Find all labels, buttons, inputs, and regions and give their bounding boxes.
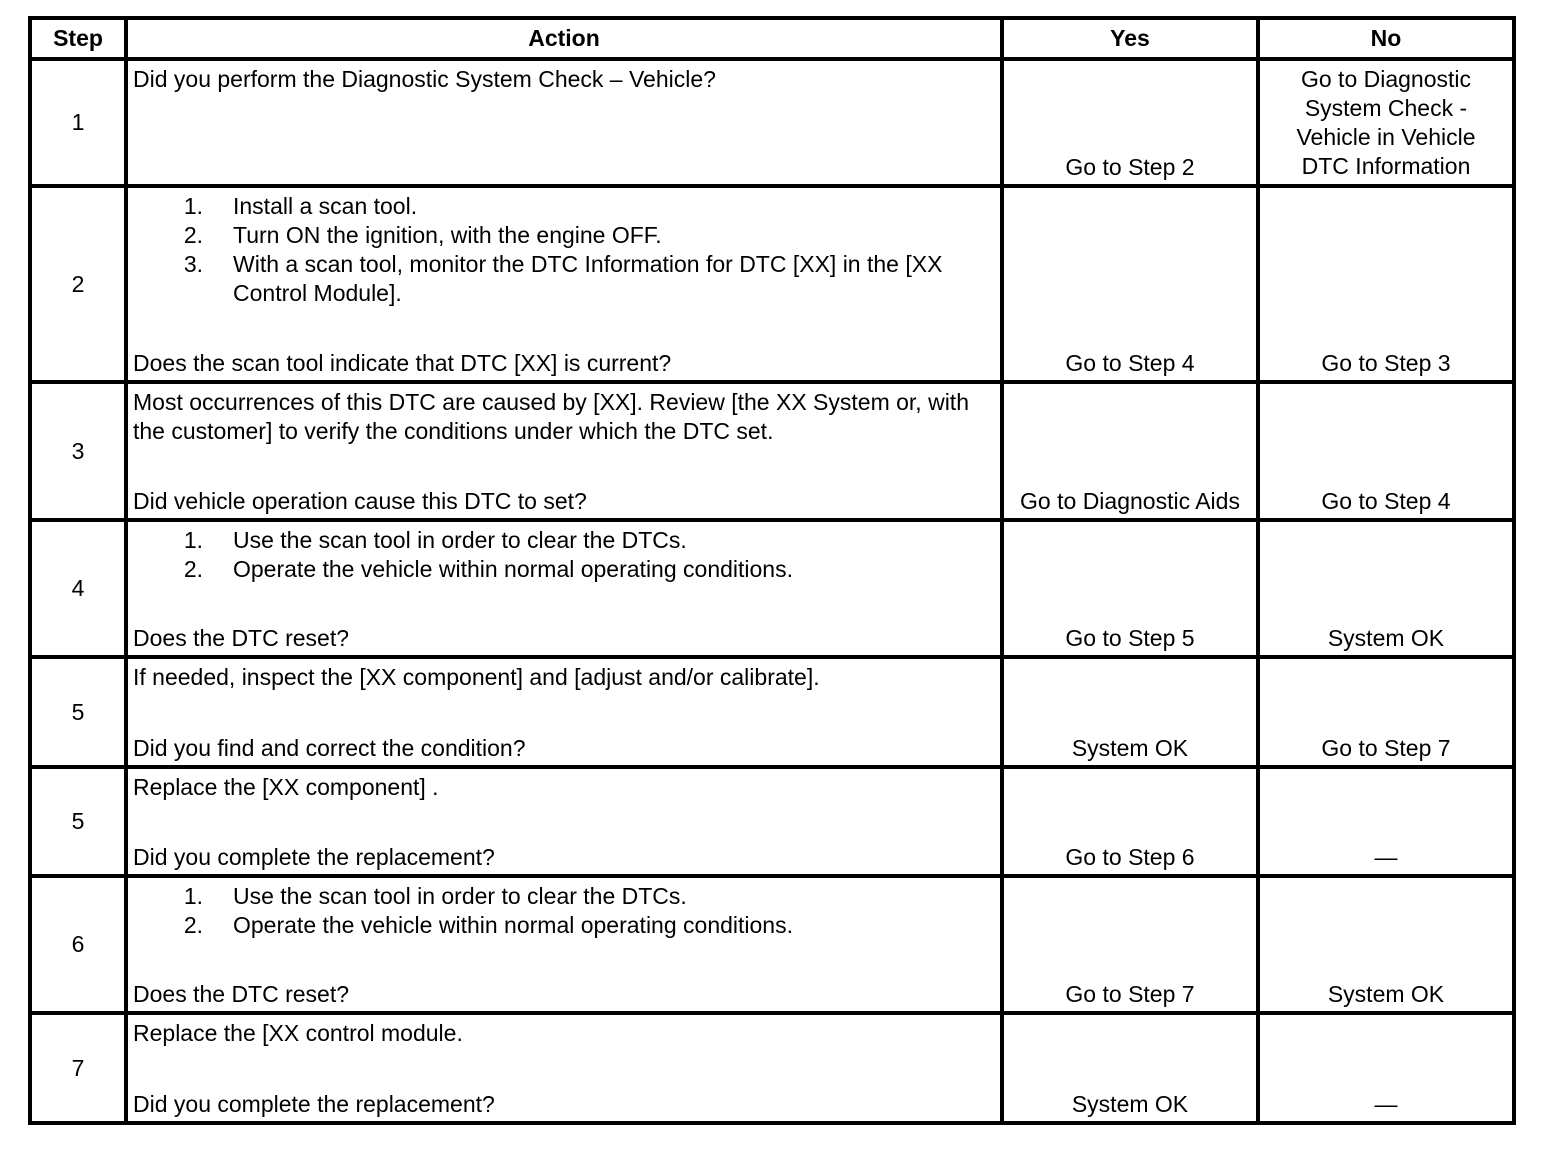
list-item: 2. Turn ON the ignition, with the engine OFF. [183,222,662,248]
list-item: 2. Operate the vehicle within normal operating conditions. [183,556,793,582]
no-cell [1258,876,1514,1013]
table-row [30,1013,1514,1123]
table-row [30,657,1514,767]
table-row [30,876,1514,1013]
action-cell [126,186,1002,382]
yes-result: Go to Step 5 [1065,625,1195,651]
step-number: 7 [30,1013,126,1123]
header-row [30,18,1514,59]
action-cell [126,876,1002,1013]
no-result: — [1374,844,1398,870]
table-row [30,767,1514,876]
header-yes: Yes [1002,18,1258,59]
action-instruction: If needed, inspect the [XX component] and [adjust and/or calibrate]. [133,664,820,690]
header-action: Action [126,18,1002,59]
yes-cell [1002,657,1258,767]
yes-cell [1002,767,1258,876]
header-step: Step [30,18,126,59]
no-result: — [1374,1091,1398,1117]
no-cell [1258,59,1514,186]
action-cell [126,59,1002,186]
action-cell [126,657,1002,767]
yes-cell [1002,186,1258,382]
step-number: 2 [30,186,126,382]
yes-result: Go to Step 2 [1065,154,1195,180]
no-cell [1258,767,1514,876]
no-cell [1258,520,1514,657]
yes-cell [1002,876,1258,1013]
header-no: No [1258,18,1514,59]
list-item: 1. Install a scan tool. [183,193,418,219]
yes-cell [1002,520,1258,657]
list-item: 1. Use the scan tool in order to clear the DTCs. [183,527,687,553]
action-question: Does the DTC reset? [133,625,350,651]
action-cell [126,767,1002,876]
step-number: 4 [30,520,126,657]
step-number: 5 [30,767,126,876]
no-result: Go to Diagnostic System Check - Vehicle in Vehicle DTC Information [1296,66,1476,179]
no-cell [1258,657,1514,767]
action-instruction: Did you perform the Diagnostic System Check – Vehicle? [133,66,716,92]
no-cell [1258,186,1514,382]
diagnostic-table [28,16,1516,1125]
yes-result: System OK [1071,735,1189,761]
action-question: Did you complete the replacement? [133,1091,495,1117]
table-row [30,382,1514,520]
table-row [30,520,1514,657]
no-result: System OK [1327,625,1445,651]
step-number: 6 [30,876,126,1013]
no-result: Go to Step 7 [1321,735,1451,761]
yes-cell [1002,59,1258,186]
action-instruction: Replace the [XX component] . [133,774,439,800]
yes-result: System OK [1071,1091,1189,1117]
list-item: 2. Operate the vehicle within normal operating conditions. [183,912,793,938]
yes-cell [1002,382,1258,520]
step-number: 5 [30,657,126,767]
action-question: Did vehicle operation cause this DTC to set? [133,488,587,514]
yes-result: Go to Diagnostic Aids [1020,488,1240,514]
no-cell [1258,1013,1514,1123]
action-question: Did you complete the replacement? [133,844,495,870]
action-question: Does the DTC reset? [133,981,350,1007]
instruction-list [133,882,992,940]
step-number: 3 [30,382,126,520]
instruction-list [133,192,992,308]
action-cell [126,1013,1002,1123]
yes-result: Go to Step 4 [1065,350,1195,376]
no-result: Go to Step 3 [1321,350,1451,376]
no-cell [1258,382,1514,520]
action-cell [126,382,1002,520]
no-result: System OK [1327,981,1445,1007]
action-question: Did you find and correct the condition? [133,735,526,761]
yes-result: Go to Step 7 [1065,981,1195,1007]
yes-result: Go to Step 6 [1065,844,1195,870]
yes-cell [1002,1013,1258,1123]
step-number: 1 [30,59,126,186]
action-instruction: Most occurrences of this DTC are caused by [XX]. Review [the XX System or, with the customer] to verify the conditions under which the DTC set. [133,389,969,444]
instruction-list [133,526,992,584]
action-cell [126,520,1002,657]
table-row [30,186,1514,382]
list-item: 1. Use the scan tool in order to clear the DTCs. [183,883,687,909]
list-item: 3. With a scan tool, monitor the DTC Information for DTC [XX] in the [XX Control Module]. [183,251,943,306]
no-result: Go to Step 4 [1321,488,1451,514]
action-instruction: Replace the [XX control module. [133,1020,463,1046]
action-question: Does the scan tool indicate that DTC [XX] is current? [133,350,672,376]
table-row [30,59,1514,186]
